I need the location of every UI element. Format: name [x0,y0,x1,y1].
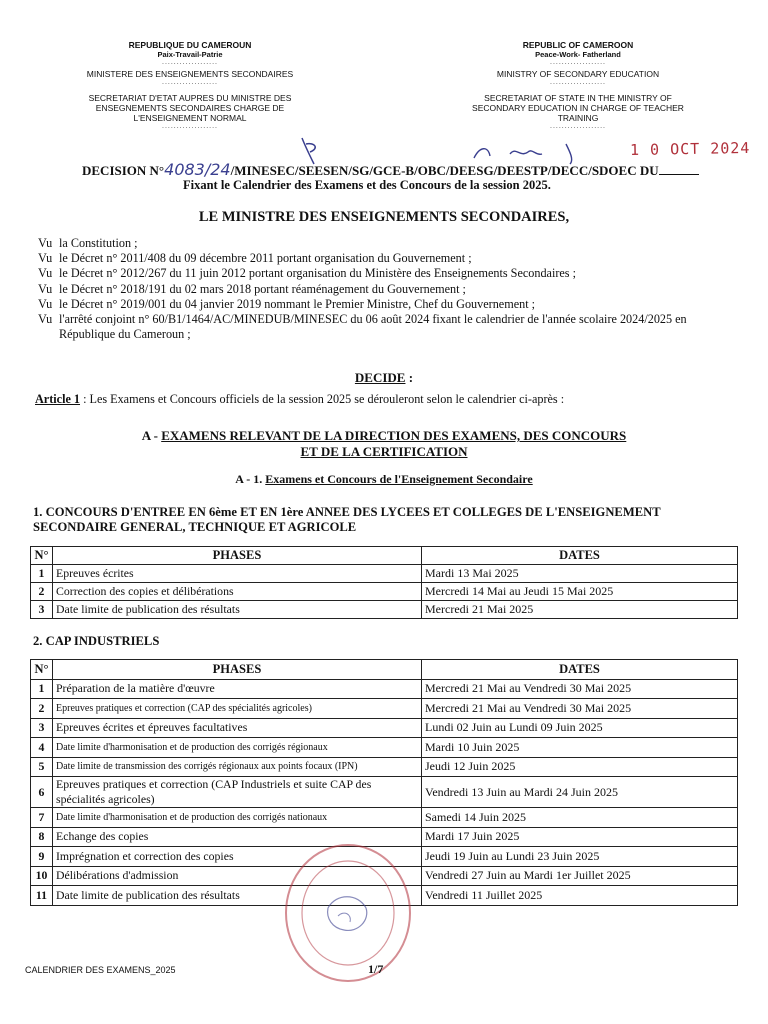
vu-label: Vu [38,296,53,311]
vu-label: Vu [38,266,53,281]
row-phase: Imprégnation et correction des copies [53,847,422,867]
header-right-dots: ................... [550,59,606,66]
vu-item [38,266,738,281]
row-phase: Date limite d'harmonisation et de production des corrigés régionaux [53,738,422,758]
footer-label: CALENDRIER DES EXAMENS_2025 [25,965,176,975]
col-header-phases: PHASES [53,660,422,680]
vu-label: Vu [38,251,53,266]
row-phase: Epreuves écrites et épreuves facultatives [53,718,422,738]
row-date: Jeudi 12 Juin 2025 [422,757,738,777]
vu-item [38,251,738,266]
vu-text: le Décret n° 2012/267 du 11 juin 2012 portant organisation du Ministère des Enseignements Secondaires ; [59,266,576,281]
section-a1-prefix: A - 1. [235,472,266,486]
row-number: 10 [31,866,53,886]
row-phase: Date limite de publication des résultats [53,886,422,906]
header-left-secretariat: SECRETARIAT D'ETAT AUPRES DU MINISTRE DES ENSEGNEMENTS SECONDAIRES CHARGE DE L'ENSEIGNEMENT NORMAL [88,93,292,123]
table-header-row [31,660,738,680]
row-number: 4 [31,738,53,758]
vu-item [38,312,738,342]
header-left [80,40,300,131]
table-row [31,718,738,738]
official-seal-icon [278,838,418,988]
header-right-dots-2: ................... [550,79,606,86]
row-date: Mardi 17 Juin 2025 [422,827,738,847]
table-row [31,679,738,699]
row-number: 5 [31,757,53,777]
header-left-country: REPUBLIQUE DU CAMEROUN [128,40,252,50]
vu-item [38,297,738,312]
header-left-dots: ................... [162,59,218,66]
row-date: Mardi 10 Juin 2025 [422,738,738,758]
col-header-num: N° [31,660,53,680]
vu-text: le Décret n° 2018/191 du 02 mars 2018 portant réaménagement du Gouvernement ; [59,281,466,296]
header-right-country: REPUBLIC OF CAMEROON [522,40,634,50]
header-left-motto: Paix-Travail-Patrie [157,50,223,59]
row-phase: Date limite d'harmonisation et de production des corrigés nationaux [53,808,422,828]
row-number: 9 [31,847,53,867]
header-right [468,40,688,131]
table-row [31,808,738,828]
article-1-text: : Les Examens et Concours officiels de la session 2025 se dérouleront selon le calendrier ci-après : [80,392,565,406]
decision-number: 4083/24 [164,160,231,179]
section-a-title-line2: ET DE LA CERTIFICATION [300,444,468,459]
article-1 [35,392,564,407]
table-row [31,699,738,719]
row-phase: Epreuves pratiques et correction (CAP Industriels et suite CAP des spécialités agricoles) [53,777,422,808]
row-number: 11 [31,886,53,906]
page-number: 1/7 [368,962,384,976]
date-stamp: 1 0 OCT 2024 [629,138,751,160]
col-header-dates: DATES [422,547,738,565]
row-date: Vendredi 27 Juin au Mardi 1er Juillet 2025 [422,866,738,886]
header-left-ministry: MINISTERE DES ENSEIGNEMENTS SECONDAIRES [86,69,294,79]
vu-item [38,282,738,297]
decision-reference: /MINESEC/SEESEN/SG/GCE-B/OBC/DEESG/DEESTP/DECC/SDOEC DU [230,163,659,178]
section-a1-heading [0,472,768,487]
table-row [31,757,738,777]
decide-label: DECIDE [354,370,406,385]
row-phase: Préparation de la matière d'œuvre [53,679,422,699]
row-number: 8 [31,827,53,847]
vu-text: l'arrêté conjoint n° 60/B1/1464/AC/MINEDUB/MINESEC du 06 août 2024 fixant le calendrier de l'année scolaire 2024/2025 en République du Cameroun ; [59,312,687,342]
row-date: Vendredi 11 Juillet 2025 [422,886,738,906]
col-header-dates: DATES [422,660,738,680]
row-phase: Echange des copies [53,827,422,847]
subsection-2-title: 2. CAP INDUSTRIELS [33,634,160,648]
subsection-1-title: 1. CONCOURS D'ENTREE EN 6ème ET EN 1ère ANNEE DES LYCEES ET COLLEGES DE L'ENSEIGNEMENT SECONDAIRE GENERAL, TECHNIQUE ET AGRICOLE [33,505,661,534]
row-date: Vendredi 13 Juin au Mardi 24 Juin 2025 [422,777,738,808]
row-number: 3 [31,718,53,738]
row-date: Lundi 02 Juin au Lundi 09 Juin 2025 [422,718,738,738]
vu-text: le Décret n° 2019/001 du 04 janvier 2019 nommant le Premier Ministre, Chef du Gouvernement ; [59,296,536,311]
vu-item [38,236,738,251]
row-number: 2 [31,699,53,719]
minister-title: LE MINISTRE DES ENSEIGNEMENTS SECONDAIRES, [198,209,570,225]
header-right-motto: Peace-Work- Fatherland [535,50,621,59]
vu-text: le Décret n° 2011/408 du 09 décembre 2011 portant organisation du Gouvernement ; [59,251,472,266]
header-right-dots-3: ................... [550,123,606,130]
table-row [31,777,738,808]
row-number: 6 [31,777,53,808]
header-right-secretariat: SECRETARIAT OF STATE IN THE MINISTRY OF SECONDARY EDUCATION IN CHARGE OF TEACHER TRAINING [472,93,684,123]
section-a1-title: Examens et Concours de l'Enseignement Secondaire [265,472,533,486]
row-number: 2 [31,583,53,601]
row-phase: Epreuves écrites [53,565,422,583]
table-row [31,738,738,758]
row-phase: Epreuves pratiques et correction (CAP des spécialités agricoles) [53,699,422,719]
row-number: 1 [31,679,53,699]
vu-label: Vu [38,281,53,296]
row-phase: Délibérations d'admission [53,866,422,886]
row-date: Mercredi 21 Mai au Vendredi 30 Mai 2025 [422,679,738,699]
section-a-heading [0,428,768,460]
decision-date-blank [659,164,699,175]
col-header-num: N° [31,547,53,565]
row-phase: Date limite de transmission des corrigés régionaux aux points focaux (IPN) [53,757,422,777]
vu-label: Vu [38,236,53,250]
decision-line [82,160,699,179]
table-row [31,583,738,601]
vu-label: Vu [38,312,53,327]
table-row [31,565,738,583]
row-date: Mercredi 14 Mai au Jeudi 15 Mai 2025 [422,583,738,601]
table-header-row [31,547,738,565]
decide-heading [0,370,768,386]
decision-prefix: DECISION N° [82,163,165,178]
row-date: Samedi 14 Juin 2025 [422,808,738,828]
table-concours-entree [30,546,738,619]
col-header-phases: PHASES [53,547,422,565]
row-number: 3 [31,601,53,619]
decision-subtitle: Fixant le Calendrier des Examens et des Concours de la session 2025. [183,178,551,192]
row-number: 1 [31,565,53,583]
decide-colon: : [405,370,414,385]
row-number: 7 [31,808,53,828]
row-date: Mercredi 21 Mai au Vendredi 30 Mai 2025 [422,699,738,719]
row-date: Mardi 13 Mai 2025 [422,565,738,583]
article-1-label: Article 1 [35,392,81,406]
table-row [31,601,738,619]
row-date: Jeudi 19 Juin au Lundi 23 Juin 2025 [422,847,738,867]
vu-list [38,236,738,342]
section-a-prefix: A - [141,428,162,443]
header-right-ministry: MINISTRY OF SECONDARY EDUCATION [496,69,660,79]
row-phase: Correction des copies et délibérations [53,583,422,601]
row-date: Mercredi 21 Mai 2025 [422,601,738,619]
header-left-dots-3: ................... [162,123,218,130]
row-phase: Date limite de publication des résultats [53,601,422,619]
header-left-dots-2: ................... [162,79,218,86]
vu-text: la Constitution ; [59,236,138,250]
section-a-title-line1: EXAMENS RELEVANT DE LA DIRECTION DES EXAMENS, DES CONCOURS [161,428,627,443]
